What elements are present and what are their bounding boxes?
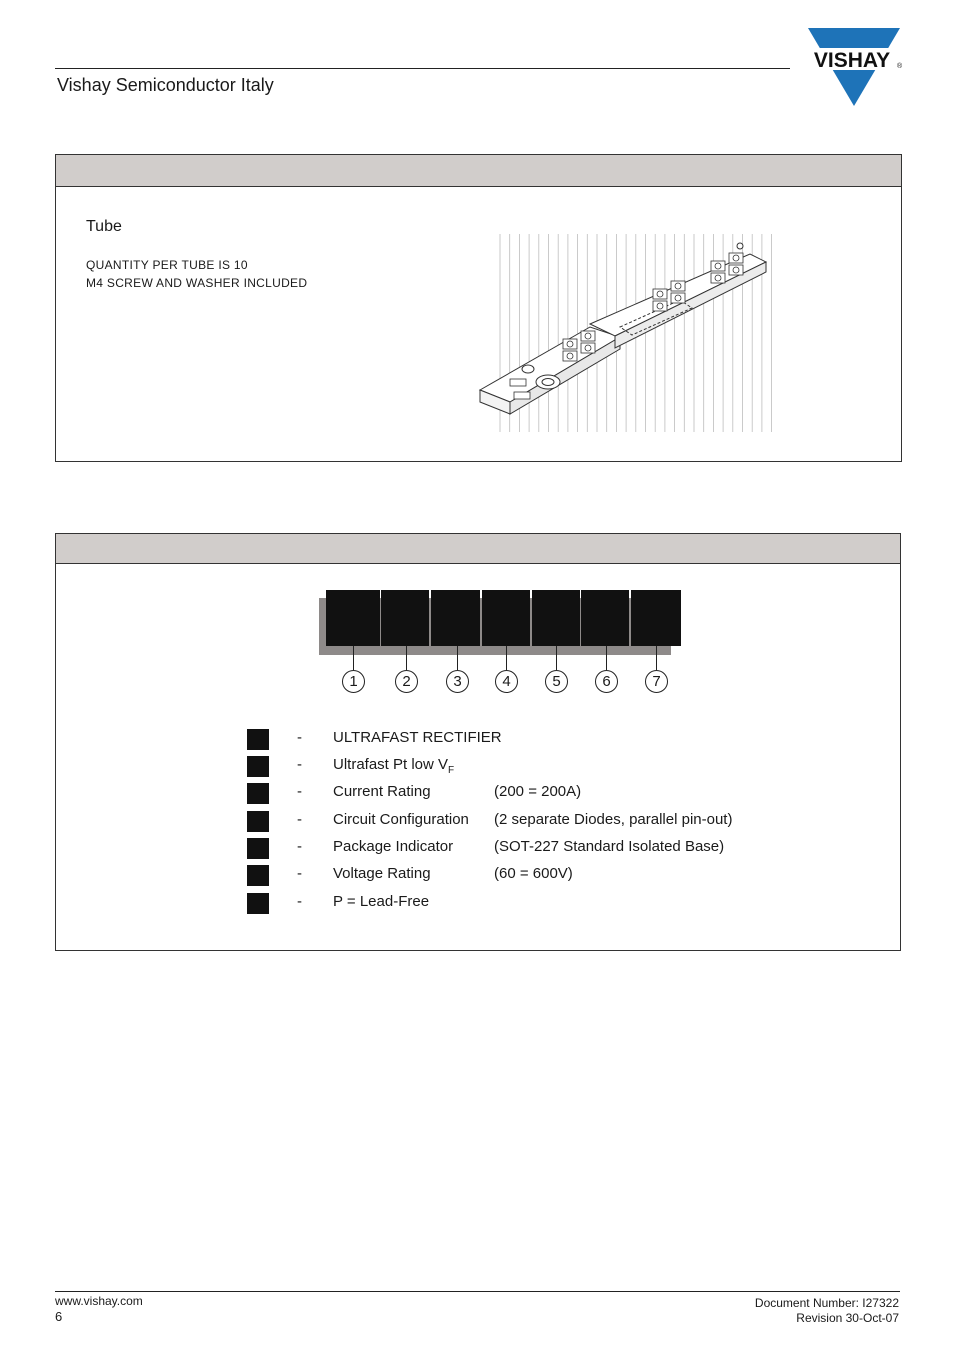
- svg-text:®: ®: [897, 63, 903, 70]
- field-connector: [656, 646, 657, 670]
- legend-subscript: F: [448, 765, 455, 776]
- field-connector: [353, 646, 354, 670]
- legend-field-note: (200 = 200A): [494, 783, 582, 800]
- legend-marker: [247, 865, 269, 886]
- legend-field-note: (60 = 600V): [494, 865, 573, 882]
- field-position-label: 2: [395, 670, 418, 693]
- field-position-label: 4: [495, 670, 518, 693]
- part-number-field-6: [581, 590, 629, 646]
- document-number: Document Number: I27322: [754, 1296, 899, 1310]
- field-position-label: 7: [645, 670, 668, 693]
- legend-field-name: [333, 893, 429, 910]
- legend-field-name-text: Current Rating: [333, 783, 431, 800]
- field-position-label: 5: [545, 670, 568, 693]
- field-connector: [506, 646, 507, 670]
- tube-quantity: QUANTITY PER TUBE IS 10: [86, 258, 248, 272]
- field-position-label: 6: [595, 670, 618, 693]
- revision-date: Revision 30-Oct-07: [796, 1311, 899, 1325]
- part-number-field-2: [381, 590, 429, 646]
- legend-field-name: [333, 811, 469, 828]
- part-number-field-5: [532, 590, 580, 646]
- packaging-section-header: [56, 155, 901, 187]
- part-number-field-7: [631, 590, 681, 646]
- footer-rule: [55, 1291, 900, 1292]
- legend-dash: -: [297, 811, 302, 828]
- legend-field-name-text: Voltage Rating: [333, 865, 431, 882]
- legend-dash: -: [297, 729, 302, 746]
- legend-field-name-text: ULTRAFAST RECTIFIER: [333, 729, 502, 746]
- header-rule: [55, 68, 790, 69]
- field-position-label: 3: [446, 670, 469, 693]
- legend-field-name: [333, 865, 431, 882]
- legend-field-name-text: Package Indicator: [333, 838, 454, 855]
- svg-text:VISHAY: VISHAY: [813, 49, 891, 72]
- field-position-label: 1: [342, 670, 365, 693]
- field-connector: [457, 646, 458, 670]
- legend-field-name: [333, 838, 453, 855]
- legend-dash: -: [297, 756, 302, 773]
- legend-field-name: [333, 729, 502, 746]
- part-number-field-3: [431, 590, 480, 646]
- legend-dash: -: [297, 783, 302, 800]
- legend-dash: -: [297, 893, 302, 910]
- legend-field-name-text: P = Lead-Free: [333, 893, 430, 910]
- legend-marker: [247, 783, 269, 804]
- legend-marker: [247, 893, 269, 914]
- company-name: Vishay Semiconductor Italy: [57, 75, 274, 95]
- legend-field-name-text: Circuit Configuration: [333, 811, 469, 828]
- legend-field-name: [333, 756, 455, 776]
- page-number: 6: [55, 1309, 63, 1324]
- field-connector: [406, 646, 407, 670]
- field-connector: [556, 646, 557, 670]
- tube-illustration: [470, 232, 776, 434]
- part-number-field-4: [482, 590, 530, 646]
- legend-marker: [247, 729, 269, 750]
- ordering-info-section-header: [56, 534, 900, 564]
- legend-marker: [247, 811, 269, 832]
- legend-field-note: (SOT-227 Standard Isolated Base): [494, 838, 725, 855]
- legend-field-name: [333, 783, 431, 800]
- legend-marker: [247, 756, 269, 777]
- part-number-field-1: [326, 590, 380, 646]
- legend-marker: [247, 838, 269, 859]
- field-connector: [606, 646, 607, 670]
- legend-dash: -: [297, 838, 302, 855]
- vishay-logo: [804, 26, 904, 108]
- website-link[interactable]: www.vishay.com: [55, 1294, 143, 1308]
- legend-field-name-text: Ultrafast Pt low V: [333, 756, 449, 773]
- tube-screw-note: M4 SCREW AND WASHER INCLUDED: [86, 276, 308, 290]
- tube-title: Tube: [86, 218, 122, 235]
- legend-dash: -: [297, 865, 302, 882]
- legend-field-note: (2 separate Diodes, parallel pin-out): [494, 811, 733, 828]
